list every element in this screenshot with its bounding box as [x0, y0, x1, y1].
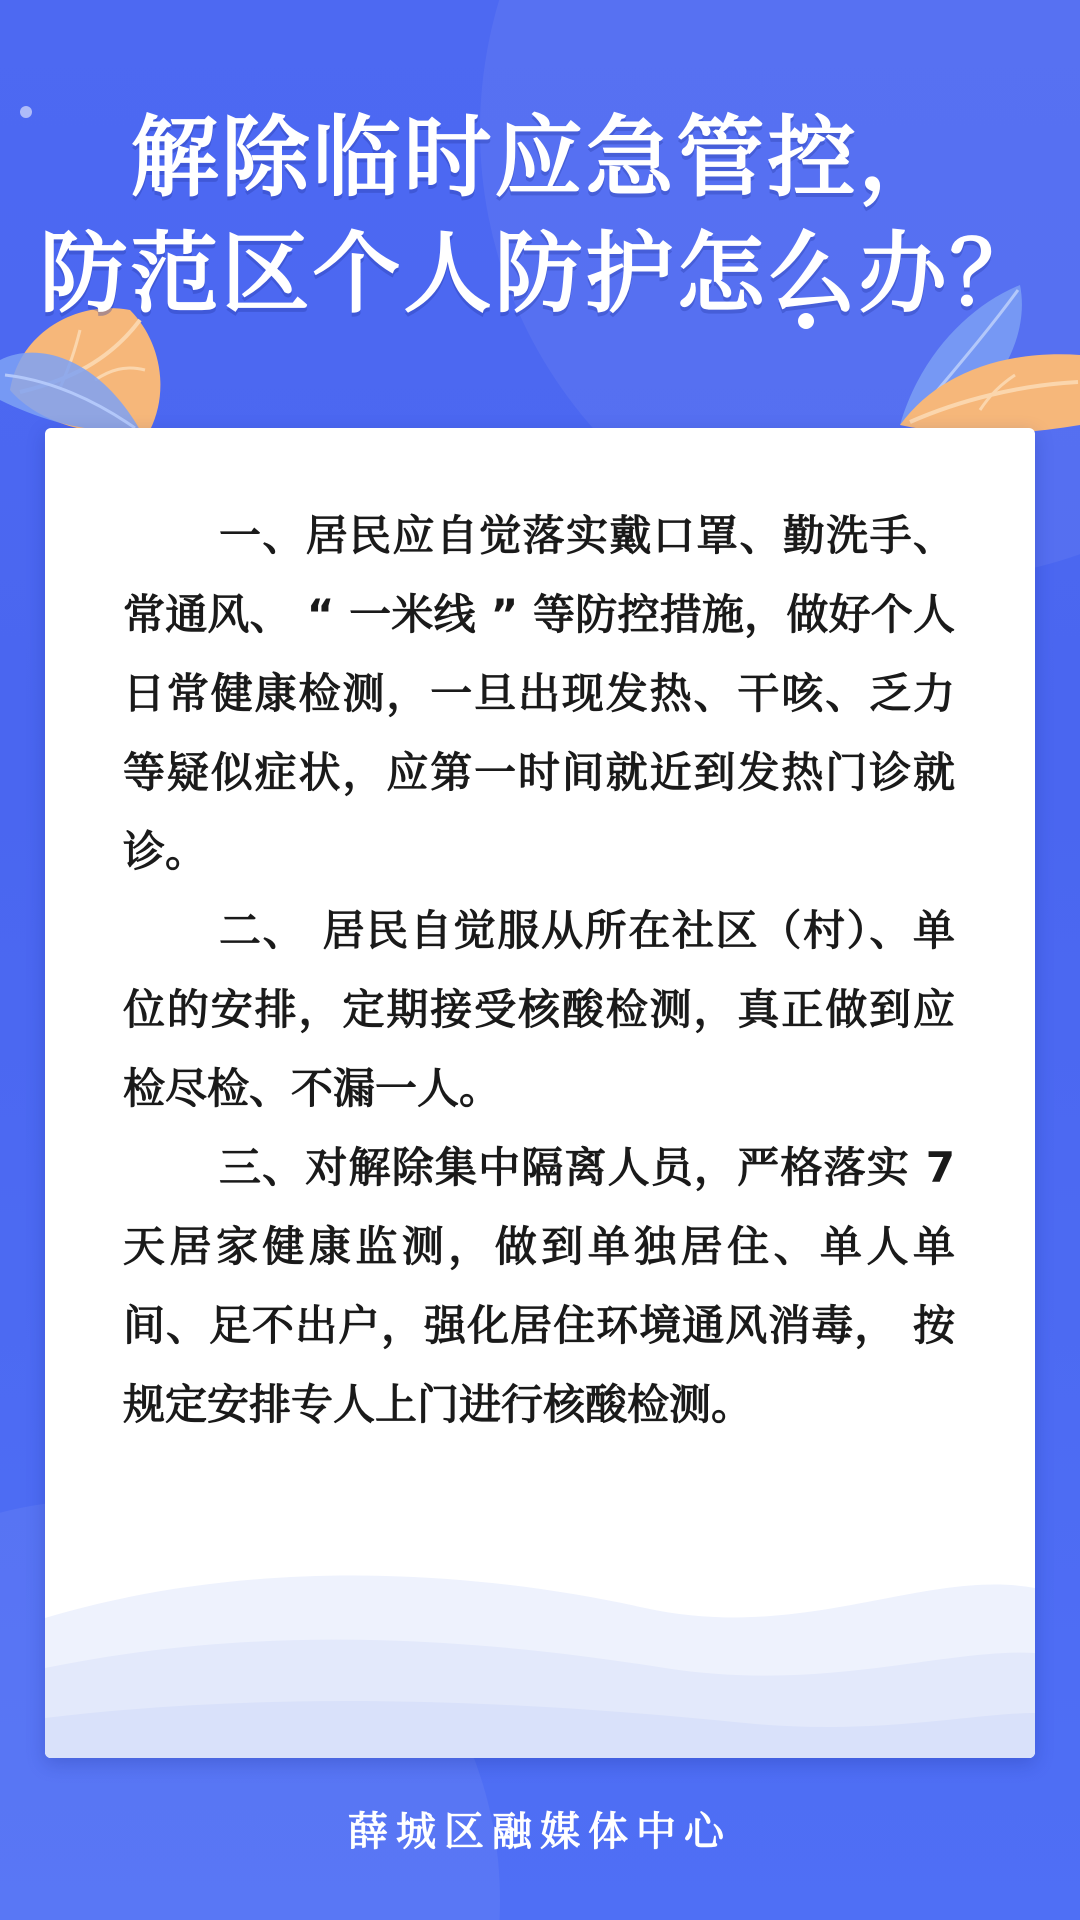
- card-wave-decoration: [45, 1528, 1035, 1758]
- page-title: [0, 100, 1080, 332]
- leaf-decoration-left-blue: [0, 320, 150, 440]
- footer-organization: 薛城区融媒体中心: [348, 1809, 732, 1855]
- paragraph-3: 三、对解除集中隔离人员，严格落实 7 天居家健康监测，做到单独居住、单人单间、足不出户，强化居住环境通风消毒， 按规定安排专人上门进行核酸检测。: [123, 1143, 955, 1429]
- title-line-2: 防范区个人防护怎么办？: [39, 222, 1041, 325]
- title-line-1: 解除临时应急管控，: [130, 106, 950, 209]
- leaf-decoration-right-orange: [900, 330, 1080, 440]
- paragraph-2: 二、 居民自觉服从所在社区（村）、单位的安排，定期接受核酸检测，真正做到应检尽检、不漏一人。: [123, 906, 955, 1113]
- paragraph-1: 一、居民应自觉落实戴口罩、勤洗手、 常通风、 “ 一米线 ” 等防控措施，做好个人日常健康检测，一旦出现发热、干咳、乏力等疑似症状，应第一时间就近到发热门诊就诊。: [123, 511, 955, 876]
- card-body: [123, 496, 955, 1444]
- content-card: [45, 428, 1035, 1758]
